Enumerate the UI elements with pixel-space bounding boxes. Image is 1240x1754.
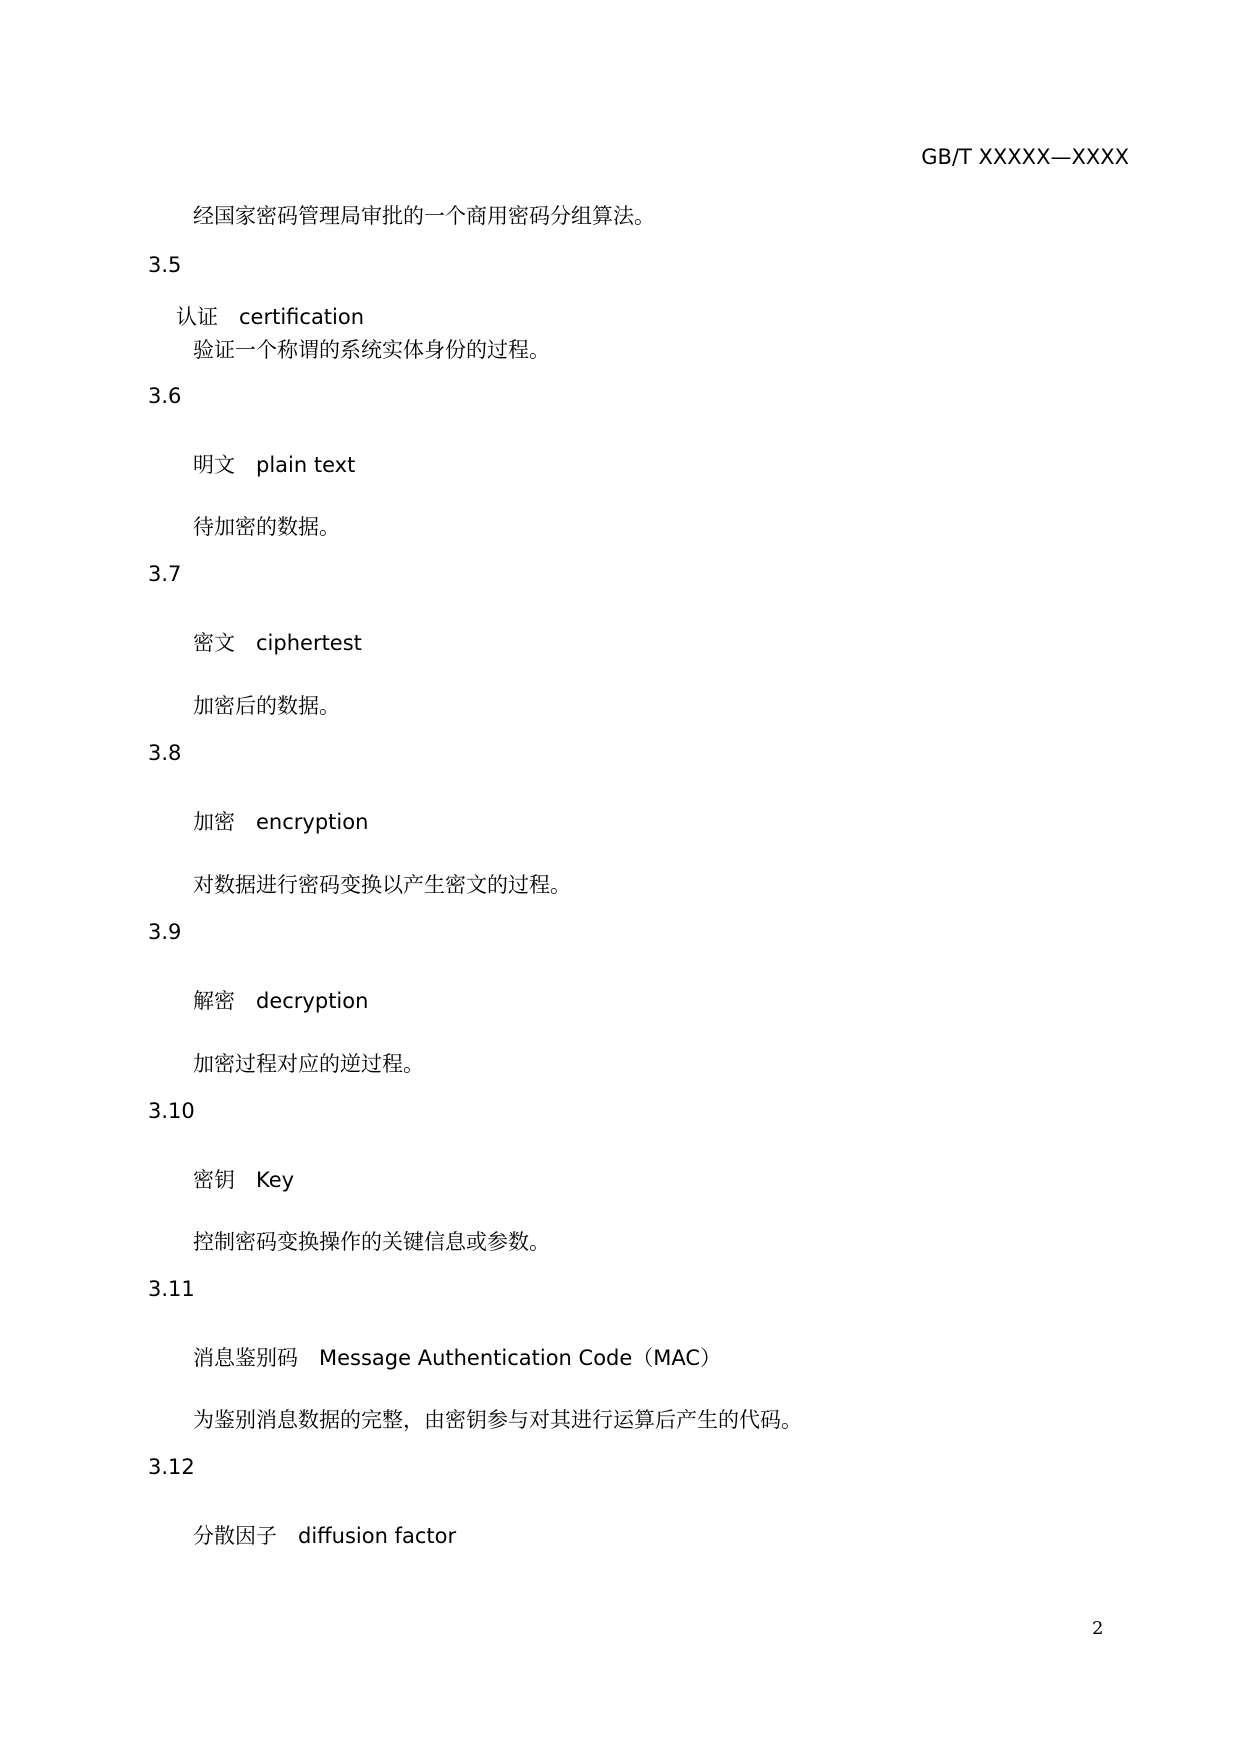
continuation-text: 经国家密码管理局审批的一个商用密码分组算法。 — [193, 204, 655, 228]
term-zh: 分散因子 — [193, 1524, 277, 1548]
term-number: 3.11 — [148, 1277, 195, 1301]
term-definition: 验证一个称谓的系统实体身份的过程。 — [193, 338, 550, 362]
term-number: 3.9 — [148, 920, 182, 944]
term-heading — [176, 301, 364, 331]
term-zh: 认证 — [176, 305, 218, 329]
term-en: decryption — [256, 989, 369, 1013]
term-zh: 消息鉴别码 — [193, 1346, 298, 1370]
term-number: 3.5 — [148, 253, 182, 277]
term-heading — [193, 985, 368, 1015]
term-definition: 加密后的数据。 — [193, 694, 340, 718]
term-zh: 加密 — [193, 810, 235, 834]
term-heading — [193, 1164, 294, 1194]
term-definition: 为鉴别消息数据的完整，由密钥参与对其进行运算后产生的代码。 — [193, 1408, 802, 1432]
term-heading — [193, 1342, 721, 1372]
term-en: encryption — [256, 810, 369, 834]
term-zh: 密文 — [193, 631, 235, 655]
term-number: 3.12 — [148, 1455, 195, 1479]
term-zh: 密钥 — [193, 1168, 235, 1192]
term-definition: 对数据进行密码变换以产生密文的过程。 — [193, 873, 571, 897]
term-number: 3.10 — [148, 1099, 195, 1123]
term-definition: 待加密的数据。 — [193, 515, 340, 539]
term-definition: 控制密码变换操作的关键信息或参数。 — [193, 1230, 550, 1254]
term-en: Key — [256, 1168, 295, 1192]
term-en: diffusion factor — [298, 1524, 457, 1548]
term-heading — [193, 449, 355, 479]
term-en: Message Authentication Code（MAC） — [319, 1346, 722, 1370]
term-en: certification — [239, 305, 365, 329]
term-number: 3.7 — [148, 562, 182, 586]
term-en: plain text — [256, 453, 356, 477]
term-en: ciphertest — [256, 631, 362, 655]
term-zh: 明文 — [193, 453, 235, 477]
term-zh: 解密 — [193, 989, 235, 1013]
page-number: 2 — [1092, 1618, 1104, 1639]
term-heading — [193, 806, 368, 836]
term-number: 3.8 — [148, 741, 182, 765]
term-heading — [193, 627, 362, 657]
term-heading — [193, 1520, 456, 1550]
document-code: GB/T XXXXX—XXXX — [921, 145, 1129, 169]
term-number: 3.6 — [148, 384, 182, 408]
term-definition: 加密过程对应的逆过程。 — [193, 1052, 424, 1076]
